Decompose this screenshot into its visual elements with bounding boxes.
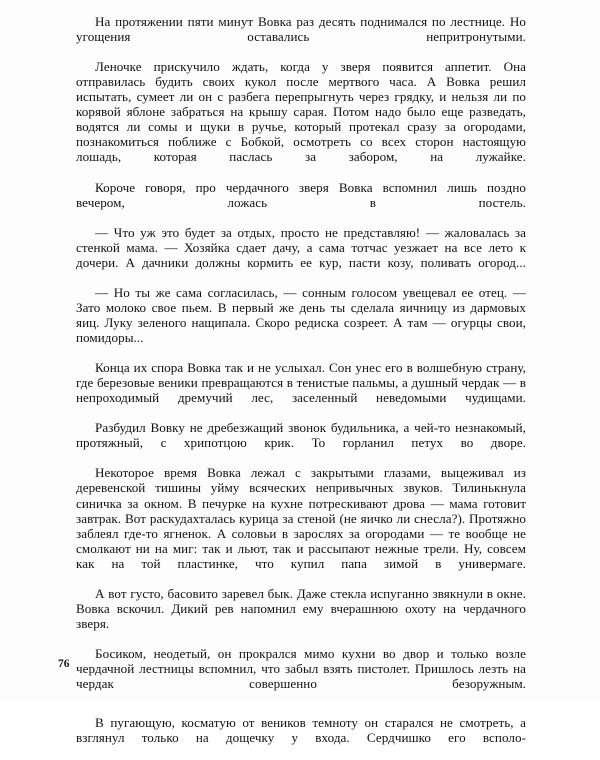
- paragraph: — Но ты же сама согласилась, — сонным голосом увещевал ее отец. — Зато молоко свое пьем. В первый же день ты сделала яичницу из дармовых яиц. Луку зеленого нащипала. Скоро редиска созреет. А там — огурцы свои, помидоры...: [76, 284, 526, 345]
- paragraph: А вот густо, басовито заревел бык. Даже стекла испуганно звякнули в окне. Вовка вскочил. Дикий рев напомнил ему вчерашнюю охоту на чердачного зверя.: [76, 585, 526, 631]
- paragraph: На протяжении пяти минут Вовка раз десять поднимался по лестнице. Но угощения оставались непритронутыми.: [76, 14, 526, 45]
- paragraph: В пугающую, косматую от веников темноту он старался не смотреть, а взглянул только на дощечку у входа. Сердчишко его всполо-: [76, 715, 526, 746]
- paragraph: Конца их спора Вовка так и не услыхал. Сон унес его в волшебную страну, где березовые веники превращаются в тенистые пальмы, а душный чердак — в непроходимый дремучий лес, заселенный неведомыми чудищами.: [76, 360, 526, 406]
- page-number: 76: [58, 658, 70, 670]
- paragraph: Некоторое время Вовка лежал с закрытыми глазами, выцеживал из деревенской тишины уйму всяческих непривычных звуков. Тилинькнула синичка за окном. В печурке на кухне потрескивают дрова — мама готовит завтрак. Вот раскудахталась курица за стеной (не яичко ли снесла?). Протяжно заблеял где-то ягненок. А соловьи в зарослях за огородами — те вообще не смолкают ни на миг: так и льют, так и рассыпают нежные трели. Ну, совсем как на той пластинке, что купил папа зимой в универмаге.: [76, 465, 526, 571]
- paragraph: Босиком, неодетый, он прокрался мимо кухни во двор и только возле чердачной лестницы вспомнил, что забыл взять пистолет. Пришлось лезть на чердак совершенно безоружным.: [76, 645, 526, 692]
- page-text-body: [76, 14, 526, 760]
- paragraph: Леночке прискучило ждать, когда у зверя появится аппетит. Она отправилась будить своих кукол после мертвого часа. А Вовка решил испытать, сумеет ли он с разбега перепрыгнуть через грядку, и нельзя ли по корявой яблоне забраться на крышу сарая. Потом надо было еще разведать, водятся ли сомы и щуки в ручье, который протекал сразу за огородами, познакомиться поближе с Бобкой, осмотреть со всех сторон настоящую лошадь, которая паслась за забором, на лужайке.: [76, 59, 526, 165]
- paragraph: Разбудил Вовку не дребезжащий звонок будильника, а чей-то незнакомый, протяжный, с хрипотцою крик. То горланил петух во дворе.: [76, 420, 526, 451]
- paragraph: Короче говоря, про чердачного зверя Вовка вспомнил лишь поздно вечером, ложась в постель.: [76, 179, 526, 210]
- paragraph: — Что уж это будет за отдых, просто не представляю! — жаловалась за стенкой мама. — Хозяйка сдает дачу, а сама тотчас уезжает на все лето к дочери. А дачники должны кормить ее кур, пасти козу, поливать огород...: [76, 224, 526, 270]
